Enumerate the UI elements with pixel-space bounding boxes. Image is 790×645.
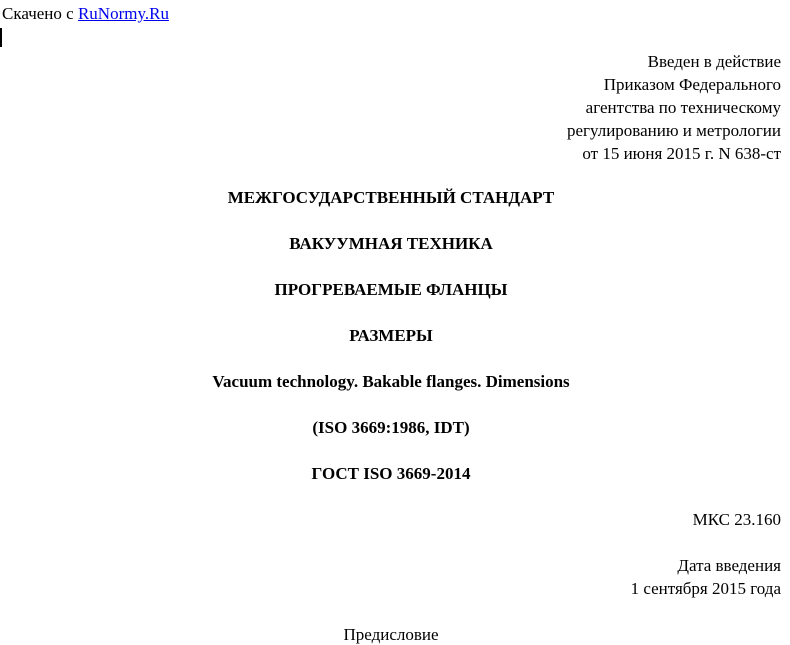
standard-type-title: МЕЖГОСУДАРСТВЕННЫЙ СТАНДАРТ [227,188,555,207]
source-link[interactable]: RuNormy.Ru [77,4,169,23]
source-note [2,4,169,24]
approval-line: Приказом Федерального [603,75,781,94]
approval-line: агентства по техническому [585,98,781,117]
approval-line: от 15 июня 2015 г. N 638-ст [582,144,781,163]
effective-date-value: 1 сентября 2015 года [630,579,781,598]
mks-code: МКС 23.160 [692,510,781,529]
iso-reference: (ISO 3669:1986, IDT) [312,418,470,437]
foreword-heading: Предисловие [343,625,439,644]
effective-date-label: Дата введения [677,556,781,575]
approval-line: регулированию и метрологии [566,121,781,140]
approval-line: Введен в действие [647,52,781,71]
subject-title: ВАКУУМНАЯ ТЕХНИКА [289,234,493,253]
text-cursor [0,28,2,47]
part-title: ПРОГРЕВАЕМЫЕ ФЛАНЦЫ [274,280,508,299]
aspect-title: РАЗМЕРЫ [349,326,433,345]
english-title: Vacuum technology. Bakable flanges. Dimensions [212,372,570,391]
standard-designation: ГОСТ ISO 3669-2014 [311,464,471,483]
approval-block [567,50,781,165]
source-prefix: Скачено с [2,4,74,23]
